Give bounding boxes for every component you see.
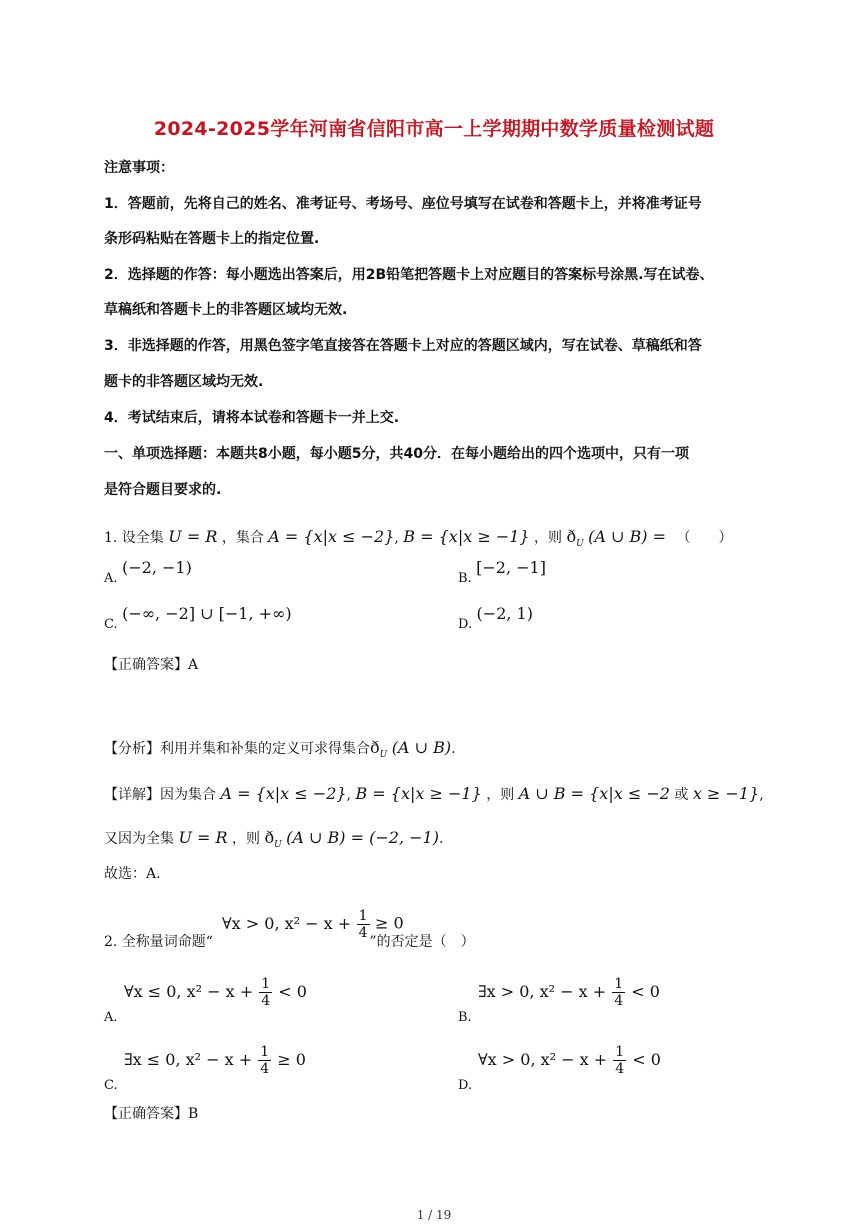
fraction-numerator: 1 [615,1044,625,1060]
complement-subscript: U [576,538,584,549]
question-1-stem [104,527,733,554]
option-label: B. [458,1010,472,1025]
q1-option-d [458,604,533,632]
option-label: A. [104,571,118,586]
complement-symbol: ð [370,738,380,757]
universal-set-eq: U = R [178,828,228,847]
detail-union-end: x ≥ −1} [692,784,760,803]
comma: , [346,787,351,803]
option-expr-end: ≥ 0 [277,1050,306,1069]
fraction-one-quarter [613,1044,626,1077]
q1-option-b [458,558,546,586]
option-value [124,1044,306,1077]
page-number: 1 / 19 [416,1208,452,1222]
then-text: ，则 [486,787,515,803]
detail-set-b: B = {x|x ≥ −1} [355,784,482,803]
universal-set-eq: U = R [168,527,218,546]
fraction-denominator: 4 [614,993,624,1009]
q2-option-c [104,1044,306,1093]
option-label: D. [458,617,473,632]
option-label: A. [104,1010,118,1025]
document-title: 2024-2025学年河南省信阳市高一上学期期中数学质量检测试题 [153,118,715,140]
option-value: (−2, −1) [121,558,192,577]
statement-post: ≥ 0 [374,913,404,933]
set-b-definition: B = {x|x ≥ −1} [403,527,530,546]
analysis-expression: (A ∪ B) [391,738,452,757]
option-label: C. [104,617,118,632]
notice-item-2-line-1: 2．选择题的作答：每小题选出答案后，用2B铅笔把答题卡上对应题目的答案标号涂黑.写在试卷、 [104,267,714,283]
option-label: C. [104,1078,118,1093]
section-heading-line-1: 一、单项选择题：本题共8小题，每小题5分，共40分．在每小题给出的四个选项中，只有一项 [104,446,689,462]
complement-symbol: ð [264,828,275,847]
section-heading-line-2: 是符合题目要求的. [104,482,222,498]
notice-item-4: 4．考试结束后，请将本试卷和答题卡一并上交. [104,410,400,426]
complement-subscript: U [274,839,282,850]
fraction-numerator: 1 [358,908,368,924]
fraction-denominator: 4 [260,1061,270,1077]
fraction-numerator: 1 [260,1044,270,1060]
analysis-text: 【分析】利用并集和补集的定义可求得集合 [104,741,370,757]
period: . [451,741,456,757]
comma: , [759,787,764,803]
q1-option-c [104,604,292,632]
fraction-numerator: 1 [614,976,624,992]
notice-item-2-line-2: 草稿纸和答题卡上的非答题区域均无效. [104,302,348,318]
complement-expression: (A ∪ B) = [588,527,667,546]
q1-option-a [104,558,192,586]
fraction-one-quarter [259,976,272,1009]
notice-item-1-line-2: 条形码粘贴在答题卡上的指定位置. [104,231,320,247]
option-expr-end: < 0 [632,1050,661,1069]
detail-text: 【详解】因为集合 [104,787,216,803]
option-expr: ∃x ≤ 0, x² − x + [124,1050,253,1069]
question-2-prefix: 2. 全称量词命题“ [104,934,213,950]
option-value: (−∞, −2] ∪ [−1, +∞) [122,604,292,623]
option-expr-end: < 0 [278,982,307,1001]
q2-correct-answer: 【正确答案】B [104,1106,199,1122]
question-2-suffix: ”的否定是（ ） [369,934,475,950]
option-value [478,1044,661,1077]
option-expr: ∃x > 0, x² − x + [478,982,607,1001]
q1-analysis [104,738,456,765]
or-text: 或 [674,787,689,803]
fraction-denominator: 4 [358,925,368,941]
comma: , [394,530,399,546]
then-text: ，则 [534,530,563,546]
q1-detail [104,784,764,805]
q2-option-b [458,976,660,1025]
set-label: ，集合 [221,530,264,546]
option-expr: ∀x ≤ 0, x² − x + [124,982,254,1001]
notice-item-1-line-1: 1．答题前，先将自己的姓名、准考证号、考场号、座位号填写在试卷和答题卡上，并将准考证号 [104,196,702,212]
option-value: (−2, 1) [476,604,533,623]
option-value: [−2, −1] [476,558,546,577]
detail-set-a: A = {x|x ≤ −2} [220,784,347,803]
option-value [124,976,307,1009]
option-expr-end: < 0 [631,982,660,1001]
fraction-denominator: 4 [261,993,271,1009]
fraction-numerator: 1 [261,976,271,992]
notice-item-3-line-1: 3．非选择题的作答，用黑色签字笔直接答在答题卡上对应的答题区域内，写在试卷、草稿纸和答 [104,338,702,354]
statement-pre: ∀x > 0, x² − x + [222,913,352,933]
fraction-one-quarter [612,976,625,1009]
q1-correct-answer: 【正确答案】A [104,657,199,673]
also-text: 又因为全集 [104,831,174,847]
complement-symbol: ð [566,527,577,546]
question-1-prefix: 1. 设全集 [104,530,164,546]
q1-choose: 故选：A. [104,866,161,882]
q2-option-d [458,1044,661,1093]
period: . [438,831,444,847]
option-expr: ∀x > 0, x² − x + [478,1050,608,1069]
set-a-definition: A = {x|x ≤ −2} [268,527,395,546]
answer-paren: （ ） [676,530,733,546]
then-text: ，则 [232,831,261,847]
fraction-one-quarter [258,1044,271,1077]
question-2-stem [104,932,475,952]
notice-item-3-line-2: 题卡的非答题区域均无效. [104,374,264,390]
option-label: D. [458,1078,473,1093]
q1-also [104,828,443,855]
fraction-denominator: 4 [615,1061,625,1077]
option-label: B. [458,571,472,586]
complement-result: (A ∪ B) = (−2, −1) [286,828,439,847]
detail-union: A ∪ B = {x|x ≤ −2 [518,784,670,803]
q2-option-a [104,976,307,1025]
notice-heading: 注意事项： [104,160,174,176]
option-value [478,976,660,1009]
complement-subscript: U [379,749,388,760]
